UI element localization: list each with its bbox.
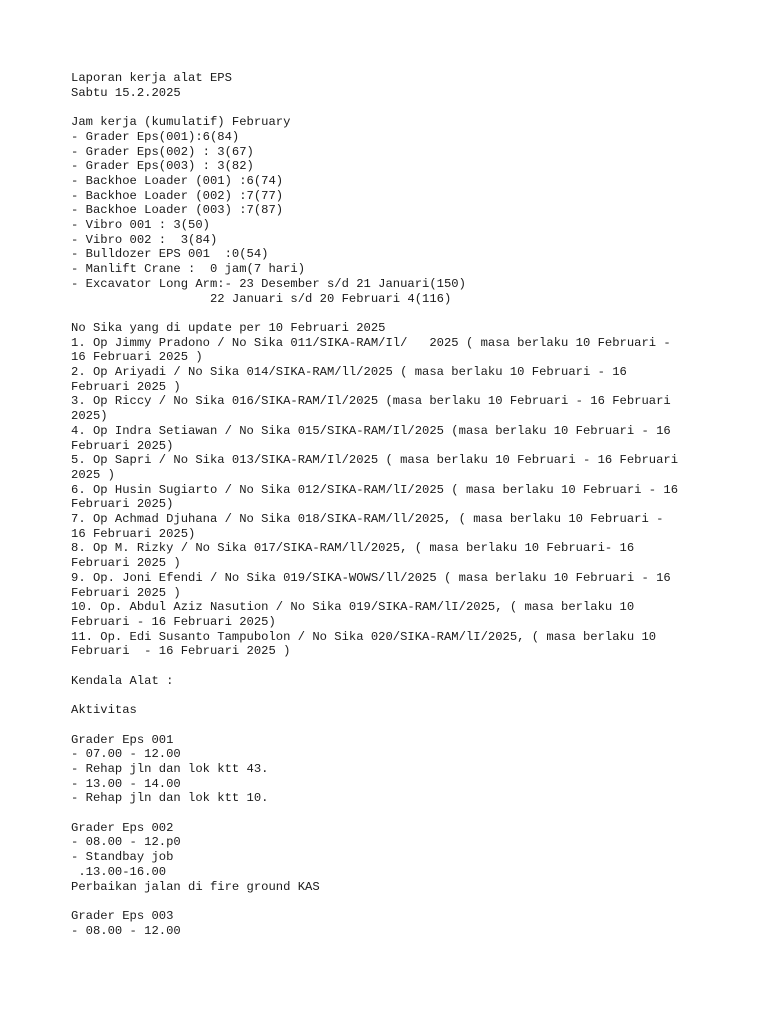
text-line: - Rehap jln dan lok ktt 10.	[71, 791, 269, 806]
text-line: Februari - 16 Februari 2025)	[71, 614, 276, 629]
text-line: Grader Eps 003	[71, 908, 174, 923]
text-line: 3. Op Riccy / No Sika 016/SIKA-RAM/Il/2025 (masa berlaku 10 Februari - 16 Februari	[71, 394, 671, 409]
text-line: Grader Eps 001	[71, 732, 174, 747]
text-line: - 07.00 - 12.00	[71, 747, 181, 762]
text-line: 8. Op M. Rizky / No Sika 017/SIKA-RAM/ll/2025, ( masa berlaku 10 Februari- 16	[71, 541, 635, 556]
text-line: Februari 2025 )	[71, 585, 181, 600]
text-line: - Grader Eps(003) : 3(82)	[71, 159, 254, 174]
text-line: - 08.00 - 12.p0	[71, 835, 181, 850]
text-line: 16 Februari 2025)	[71, 526, 196, 541]
text-line: Jam kerja (kumulatif) February	[71, 115, 291, 130]
text-line: 1. Op Jimmy Pradono / No Sika 011/SIKA-RAM/Il/ 2025 ( masa berlaku 10 Februari -	[71, 335, 671, 350]
text-line: Laporan kerja alat EPS	[71, 71, 232, 85]
text-line: - Standbay job	[71, 850, 174, 865]
text-line: Kendala Alat :	[71, 673, 174, 688]
blank-line	[71, 306, 751, 321]
text-line: Sabtu 15.2.2025	[71, 85, 181, 100]
text-line: 16 Februari 2025 )	[71, 350, 203, 365]
blank-line	[71, 688, 751, 703]
text-line: Februari 2025)	[71, 438, 174, 453]
text-line: - Manlift Crane : 0 jam(7 hari)	[71, 262, 306, 277]
text-line: Februari - 16 Februari 2025 )	[71, 644, 291, 659]
text-line: - Grader Eps(002) : 3(67)	[71, 144, 254, 159]
text-line: - Excavator Long Arm:- 23 Desember s/d 21 Januari(150)	[71, 276, 466, 291]
text-line: - 08.00 - 12.00	[71, 923, 181, 938]
document-body	[71, 71, 751, 938]
text-line: - Backhoe Loader (001) :6(74)	[71, 173, 284, 188]
text-line: Perbaikan jalan di fire ground KAS	[71, 879, 320, 894]
blank-line	[71, 100, 751, 115]
blank-line	[71, 718, 751, 733]
text-line: 11. Op. Edi Susanto Tampubolon / No Sika 020/SIKA-RAM/lI/2025, ( masa berlaku 10	[71, 629, 657, 644]
text-line: 9. Op. Joni Efendi / No Sika 019/SIKA-WOWS/ll/2025 ( masa berlaku 10 Februari - 16	[71, 570, 671, 585]
text-line: 22 Januari s/d 20 Februari 4(116)	[71, 291, 452, 306]
text-line: - Vibro 002 : 3(84)	[71, 232, 218, 247]
text-line: - Vibro 001 : 3(50)	[71, 218, 210, 233]
text-line: - Bulldozer EPS 001 :0(54)	[71, 247, 269, 262]
text-line: 7. Op Achmad Djuhana / No Sika 018/SIKA-RAM/ll/2025, ( masa berlaku 10 Februari -	[71, 512, 664, 527]
text-line: 2025)	[71, 409, 108, 424]
text-line: 2. Op Ariyadi / No Sika 014/SIKA-RAM/ll/2025 ( masa berlaku 10 Februari - 16	[71, 365, 627, 380]
text-line: Februari 2025 )	[71, 556, 181, 571]
text-line: - Grader Eps(001):6(84)	[71, 129, 240, 144]
text-line: 4. Op Indra Setiawan / No Sika 015/SIKA-RAM/Il/2025 (masa berlaku 10 Februari - 16	[71, 423, 671, 438]
text-line: 2025 )	[71, 467, 115, 482]
text-line: Februari 2025)	[71, 497, 174, 512]
blank-line	[71, 806, 751, 821]
text-line: - Backhoe Loader (002) :7(77)	[71, 188, 284, 203]
blank-line	[71, 659, 751, 674]
text-line: 5. Op Sapri / No Sika 013/SIKA-RAM/Il/2025 ( masa berlaku 10 Februari - 16 Februari	[71, 453, 679, 468]
text-line: - Rehap jln dan lok ktt 43.	[71, 761, 269, 776]
text-line: - 13.00 - 14.00	[71, 776, 181, 791]
text-line: Grader Eps 002	[71, 820, 174, 835]
blank-line	[71, 894, 751, 909]
text-line: Februari 2025 )	[71, 379, 181, 394]
text-line: 6. Op Husin Sugiarto / No Sika 012/SIKA-RAM/lI/2025 ( masa berlaku 10 Februari - 16	[71, 482, 679, 497]
text-line: - Backhoe Loader (003) :7(87)	[71, 203, 284, 218]
text-line: .13.00-16.00	[71, 864, 167, 879]
text-line: Aktivitas	[71, 703, 137, 718]
text-line: 10. Op. Abdul Aziz Nasution / No Sika 019/SIKA-RAM/lI/2025, ( masa berlaku 10	[71, 600, 635, 615]
text-line: No Sika yang di update per 10 Februari 2025	[71, 320, 386, 335]
